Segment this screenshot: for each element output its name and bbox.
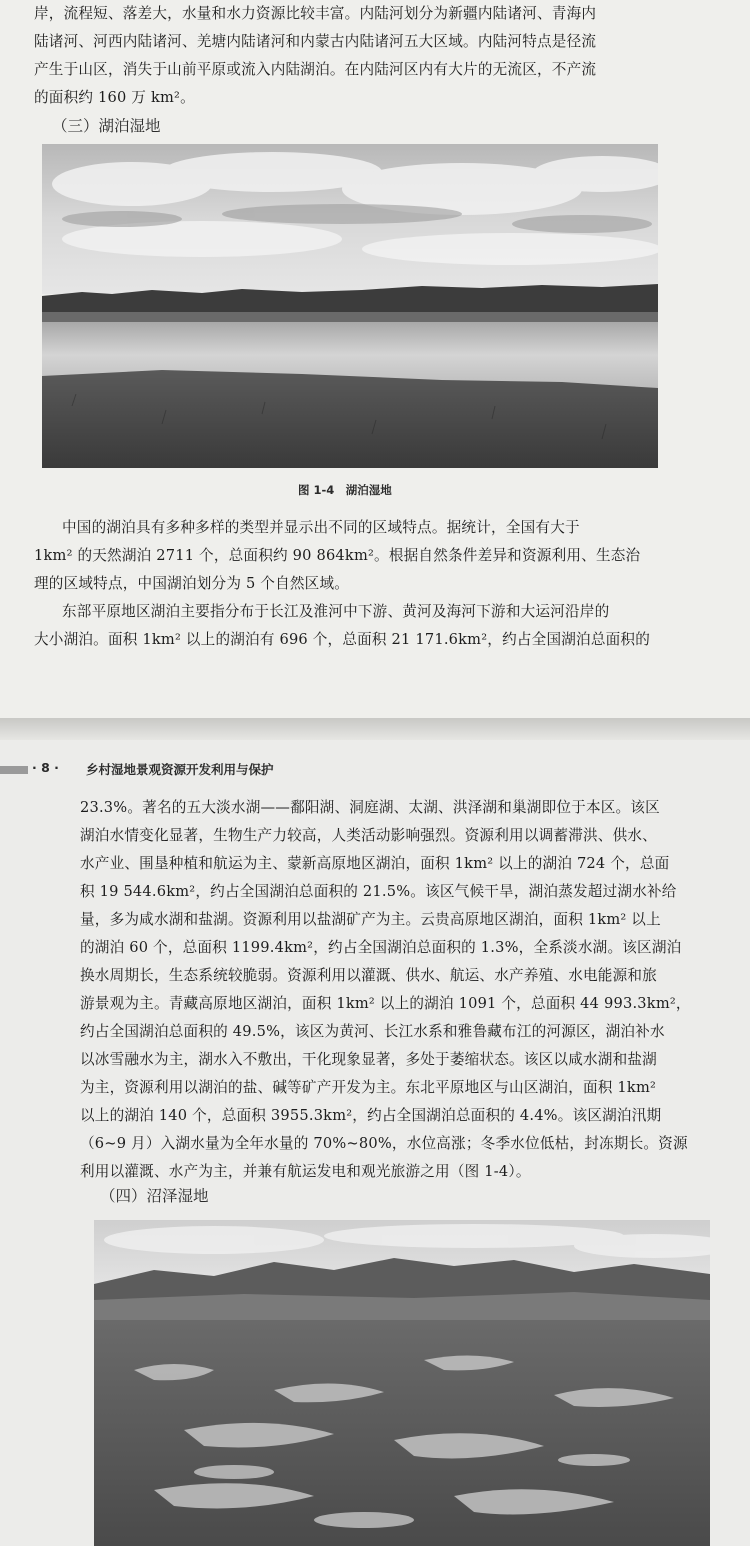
text-line: 约占全国湖泊总面积的 49.5%，该区为黄河、长江水系和雅鲁藏布江的河源区，湖泊补水 <box>80 1023 665 1040</box>
text-line: 23.3%。著名的五大淡水湖——鄱阳湖、洞庭湖、太湖、洪泽湖和巢湖即位于本区。该区 <box>80 799 660 816</box>
text-line: 湖泊水情变化显著，生物生产力较高，人类活动影响强烈。资源利用以调蓄滞洪、供水、 <box>80 827 657 844</box>
page-gap <box>0 718 750 740</box>
running-header <box>0 760 750 790</box>
text-line: 的面积约 160 万 km²。 <box>34 89 195 106</box>
lake-wetland-photo <box>42 144 658 468</box>
text-line: 大小湖泊。面积 1km² 以上的湖泊有 696 个，总面积 21 171.6km²，约占全国湖泊总面积的 <box>34 631 651 648</box>
text-line: 水产业、围垦种植和航运为主、蒙新高原地区湖泊，面积 1km² 以上的湖泊 724 个，总面 <box>80 855 670 872</box>
text-line: 岸，流程短、落差大，水量和水力资源比较丰富。内陆河划分为新疆内陆诸河、青海内 <box>34 5 597 22</box>
text-line: 的湖泊 60 个，总面积 1199.4km²，约占全国湖泊总面积的 1.3%，全系淡水湖。该区湖泊 <box>80 939 682 956</box>
text-line: 利用以灌溉、水产为主，并兼有航运发电和观光旅游之用（图 1-4）。 <box>80 1163 531 1180</box>
page-number: · 8 · <box>32 760 59 775</box>
text-line: 东部平原地区湖泊主要指分布于长江及淮河中下游、黄河及海河下游和大运河沿岸的 <box>62 603 610 620</box>
text-line: 中国的湖泊具有多种多样的类型并显示出不同的区域特点。据统计，全国有大于 <box>62 519 580 536</box>
bottom-page <box>0 740 750 1546</box>
text-line: （6~9 月）入湖水量为全年水量的 70%~80%，水位高涨；冬季水位低枯，封冻期长。资源 <box>80 1135 688 1152</box>
marsh-wetland-photo <box>94 1220 710 1546</box>
section-heading-lake-wetland: （三）湖泊湿地 <box>52 117 161 135</box>
header-bar-mark <box>0 766 28 774</box>
figure-caption: 图 1-4 湖泊湿地 <box>298 483 392 497</box>
text-line: 为主，资源利用以湖泊的盐、碱等矿产开发为主。东北平原地区与山区湖泊，面积 1km² <box>80 1079 657 1096</box>
text-line: 理的区域特点，中国湖泊划分为 5 个自然区域。 <box>34 575 350 592</box>
text-line: 游景观为主。青藏高原地区湖泊，面积 1km² 以上的湖泊 1091 个，总面积 44 993.3km²， <box>80 995 691 1012</box>
section-heading-marsh-wetland: （四）沼泽湿地 <box>100 1187 209 1205</box>
text-line: 积 19 544.6km²，约占全国湖泊总面积的 21.5%。该区气候干旱，湖泊蒸发超过湖水补给 <box>80 883 677 900</box>
text-line: 1km² 的天然湖泊 2711 个，总面积约 90 864km²。根据自然条件差异和资源利用、生态治 <box>34 547 641 564</box>
top-page <box>0 0 750 718</box>
text-line: 产生于山区，消失于山前平原或流入内陆湖泊。在内陆河区内有大片的无流区，不产流 <box>34 61 597 78</box>
text-line: 量，多为咸水湖和盐湖。资源利用以盐湖矿产为主。云贵高原地区湖泊，面积 1km² 以上 <box>80 911 661 928</box>
book-title: 乡村湿地景观资源开发利用与保护 <box>86 762 274 777</box>
text-line: 以上的湖泊 140 个，总面积 3955.3km²，约占全国湖泊总面积的 4.4%。该区湖泊汛期 <box>80 1107 662 1124</box>
text-line: 换水周期长，生态系统较脆弱。资源利用以灌溉、供水、航运、水产养殖、水电能源和旅 <box>80 967 657 984</box>
text-line: 陆诸河、河西内陆诸河、羌塘内陆诸河和内蒙古内陆诸河五大区域。内陆河特点是径流 <box>34 33 597 50</box>
text-line: 以冰雪融水为主，湖水入不敷出，干化现象显著，多处于萎缩状态。该区以咸水湖和盐湖 <box>80 1051 657 1068</box>
